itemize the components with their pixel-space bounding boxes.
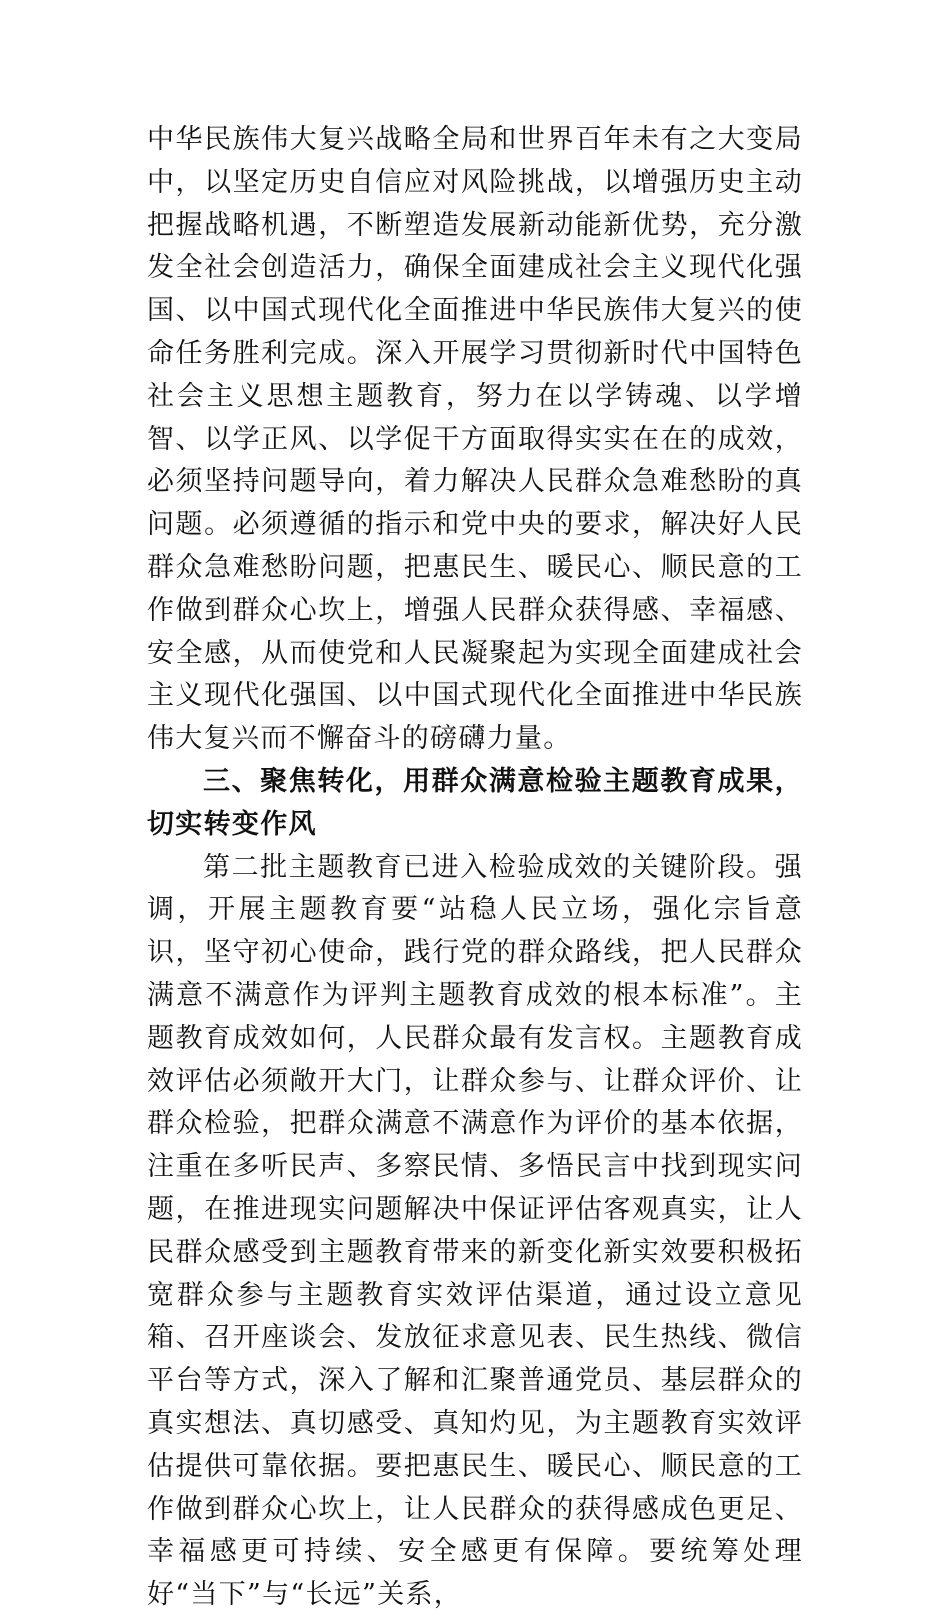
body-paragraph: 第二批主题教育已进入检验成效的关键阶段。强调，开展主题教育要“站稳人民立场，强化宗旨意识，坚守初心使命，践行党的群众路线，把人民群众满意不满意作为评判主题教育成效的根本标准”。主题教育成效如何，人民群众最有发言权。主题教育成效评估必须敞开大门，让群众参与、让群众评价、让群众检验，把群众满意不满意作为评价的基本依据，注重在多听民声、多察民情、多悟民言中找到现实问题，在推进现实问题解决中保证评估客观真实，让人民群众感受到主题教育带来的新变化新实效要积极拓宽群众参与主题教育实效评估渠道，通过设立意见箱、召开座谈会、发放征求意见表、民生热线、微信平台等方式，深入了解和汇聚普通党员、基层群众的真实想法、真切感受、真知灼见，为主题教育实效评估提供可靠依据。要把惠民生、暖民心、顺民意的工作做到群众心坎上，让人民群众的获得感成色更足、幸福感更可持续、安全感更有保障。要统筹处理好“当下”与“长远”关系，: [147, 851, 803, 1611]
body-paragraph: 中华民族伟大复兴战略全局和世界百年未有之大变局中，以坚定历史自信应对风险挑战，以增强历史主动把握战略机遇，不断塑造发展新动能新优势，充分激发全社会创造活力，确保全面建成社会主义现代化强国、以中国式现代化全面推进中华民族伟大复兴的使命任务胜利完成。深入开展学习贯彻新时代中国特色社会主义思想主题教育，努力在以学铸魂、以学增智、以学正风、以学促干方面取得实实在在的成效，必须坚持问题导向，着力解决人民群众急难愁盼的真问题。必须遵循的指示和党中央的要求，解决好人民群众急难愁盼问题，把惠民生、暖民心、顺民意的工作做到群众心坎上，增强人民群众获得感、幸福感、安全感，从而使党和人民凝聚起为实现全面建成社会主义现代化强国、以中国式现代化全面推进中华民族伟大复兴而不懈奋斗的磅礴力量。: [147, 124, 803, 755]
document-page: [147, 119, 803, 1617]
section-heading: 三、聚焦转化，用群众满意检验主题教育成果，切实转变作风: [147, 765, 803, 840]
